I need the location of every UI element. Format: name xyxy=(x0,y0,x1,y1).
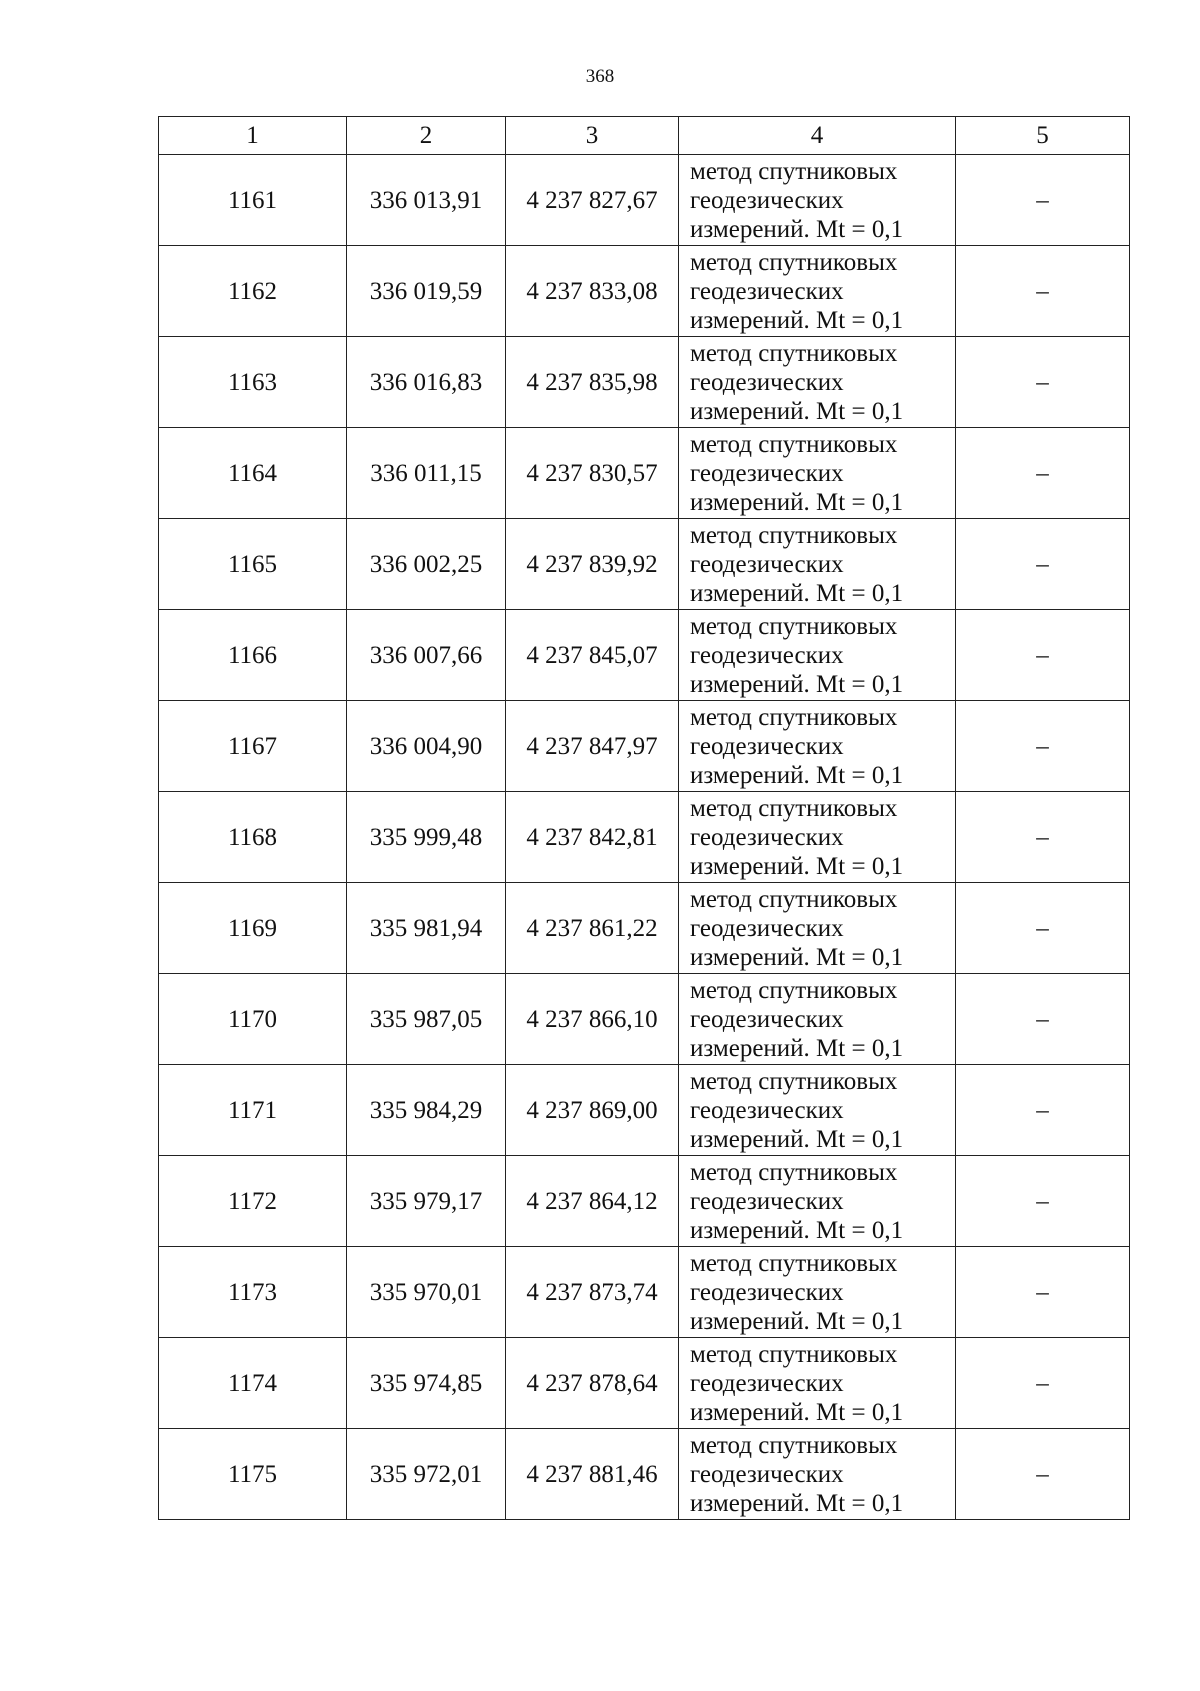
table-row xyxy=(159,974,1130,1065)
y-coordinate-cell: 4 237 827,67 xyxy=(506,155,679,246)
method-cell xyxy=(679,883,956,974)
column-header-1: 1 xyxy=(159,117,347,155)
method-line: измерений. Mt = 0,1 xyxy=(690,1034,904,1062)
x-coordinate-cell: 336 011,15 xyxy=(347,428,506,519)
point-number-cell: 1173 xyxy=(159,1247,347,1338)
y-coordinate-cell: 4 237 830,57 xyxy=(506,428,679,519)
point-number-cell: 1162 xyxy=(159,246,347,337)
point-number-cell: 1172 xyxy=(159,1156,347,1247)
y-coordinate-cell: 4 237 878,64 xyxy=(506,1338,679,1429)
x-coordinate-cell: 335 981,94 xyxy=(347,883,506,974)
page-number: 368 xyxy=(585,66,615,87)
method-cell xyxy=(679,1065,956,1156)
table-row xyxy=(159,883,1130,974)
note-cell: – xyxy=(956,246,1130,337)
method-cell xyxy=(679,1338,956,1429)
x-coordinate-cell: 335 984,29 xyxy=(347,1065,506,1156)
y-coordinate-cell: 4 237 864,12 xyxy=(506,1156,679,1247)
method-cell xyxy=(679,155,956,246)
x-coordinate-cell: 335 974,85 xyxy=(347,1338,506,1429)
method-line: измерений. Mt = 0,1 xyxy=(690,943,904,971)
method-line: геодезических xyxy=(690,1187,844,1215)
point-number-cell: 1175 xyxy=(159,1429,347,1520)
table-body xyxy=(159,155,1130,1520)
method-line: измерений. Mt = 0,1 xyxy=(690,488,904,516)
method-line: метод спутниковых xyxy=(690,1249,898,1277)
method-line: метод спутниковых xyxy=(690,339,898,367)
method-cell xyxy=(679,1156,956,1247)
y-coordinate-cell: 4 237 881,46 xyxy=(506,1429,679,1520)
note-cell: – xyxy=(956,883,1130,974)
y-coordinate-cell: 4 237 847,97 xyxy=(506,701,679,792)
method-line: геодезических xyxy=(690,641,844,669)
table-row xyxy=(159,155,1130,246)
method-line: измерений. Mt = 0,1 xyxy=(690,397,904,425)
point-number-cell: 1169 xyxy=(159,883,347,974)
y-coordinate-cell: 4 237 869,00 xyxy=(506,1065,679,1156)
table-row xyxy=(159,792,1130,883)
x-coordinate-cell: 336 013,91 xyxy=(347,155,506,246)
point-number-cell: 1167 xyxy=(159,701,347,792)
table-row xyxy=(159,1065,1130,1156)
point-number-cell: 1174 xyxy=(159,1338,347,1429)
note-cell: – xyxy=(956,701,1130,792)
method-line: метод спутниковых xyxy=(690,976,898,1004)
method-line: измерений. Mt = 0,1 xyxy=(690,1125,904,1153)
table-row xyxy=(159,337,1130,428)
note-cell: – xyxy=(956,519,1130,610)
x-coordinate-cell: 335 979,17 xyxy=(347,1156,506,1247)
x-coordinate-cell: 335 972,01 xyxy=(347,1429,506,1520)
method-cell xyxy=(679,246,956,337)
method-line: метод спутниковых xyxy=(690,1340,898,1368)
method-line: метод спутниковых xyxy=(690,794,898,822)
method-cell xyxy=(679,701,956,792)
y-coordinate-cell: 4 237 839,92 xyxy=(506,519,679,610)
method-line: метод спутниковых xyxy=(690,1431,898,1459)
point-number-cell: 1161 xyxy=(159,155,347,246)
point-number-cell: 1164 xyxy=(159,428,347,519)
table-row xyxy=(159,1338,1130,1429)
point-number-cell: 1171 xyxy=(159,1065,347,1156)
method-line: измерений. Mt = 0,1 xyxy=(690,1307,904,1335)
method-line: геодезических xyxy=(690,1278,844,1306)
method-line: метод спутниковых xyxy=(690,612,898,640)
x-coordinate-cell: 336 007,66 xyxy=(347,610,506,701)
note-cell: – xyxy=(956,1156,1130,1247)
method-line: метод спутниковых xyxy=(690,248,898,276)
method-line: измерений. Mt = 0,1 xyxy=(690,670,904,698)
table-row xyxy=(159,701,1130,792)
method-line: геодезических xyxy=(690,459,844,487)
x-coordinate-cell: 335 999,48 xyxy=(347,792,506,883)
point-number-cell: 1165 xyxy=(159,519,347,610)
note-cell: – xyxy=(956,155,1130,246)
table-header-row xyxy=(159,117,1130,155)
note-cell: – xyxy=(956,1065,1130,1156)
method-cell xyxy=(679,428,956,519)
method-line: метод спутниковых xyxy=(690,521,898,549)
y-coordinate-cell: 4 237 842,81 xyxy=(506,792,679,883)
method-line: метод спутниковых xyxy=(690,703,898,731)
method-line: геодезических xyxy=(690,1096,844,1124)
x-coordinate-cell: 335 987,05 xyxy=(347,974,506,1065)
method-line: метод спутниковых xyxy=(690,1158,898,1186)
method-line: измерений. Mt = 0,1 xyxy=(690,1216,904,1244)
y-coordinate-cell: 4 237 845,07 xyxy=(506,610,679,701)
point-number-cell: 1163 xyxy=(159,337,347,428)
table-row xyxy=(159,610,1130,701)
method-cell xyxy=(679,337,956,428)
table-row xyxy=(159,428,1130,519)
point-number-cell: 1168 xyxy=(159,792,347,883)
column-header-4: 4 xyxy=(679,117,956,155)
note-cell: – xyxy=(956,1247,1130,1338)
y-coordinate-cell: 4 237 861,22 xyxy=(506,883,679,974)
method-line: геодезических xyxy=(690,277,844,305)
method-line: измерений. Mt = 0,1 xyxy=(690,1398,904,1426)
method-line: геодезических xyxy=(690,1005,844,1033)
note-cell: – xyxy=(956,1429,1130,1520)
table-row xyxy=(159,246,1130,337)
x-coordinate-cell: 336 016,83 xyxy=(347,337,506,428)
y-coordinate-cell: 4 237 866,10 xyxy=(506,974,679,1065)
method-line: измерений. Mt = 0,1 xyxy=(690,852,904,880)
method-line: геодезических xyxy=(690,368,844,396)
column-header-2: 2 xyxy=(347,117,506,155)
x-coordinate-cell: 335 970,01 xyxy=(347,1247,506,1338)
method-line: метод спутниковых xyxy=(690,157,898,185)
note-cell: – xyxy=(956,974,1130,1065)
method-line: геодезических xyxy=(690,186,844,214)
method-line: измерений. Mt = 0,1 xyxy=(690,306,904,334)
method-line: измерений. Mt = 0,1 xyxy=(690,579,904,607)
method-cell xyxy=(679,974,956,1065)
point-number-cell: 1166 xyxy=(159,610,347,701)
table-row xyxy=(159,1247,1130,1338)
method-line: метод спутниковых xyxy=(690,885,898,913)
note-cell: – xyxy=(956,610,1130,701)
method-line: измерений. Mt = 0,1 xyxy=(690,1489,904,1517)
method-line: геодезических xyxy=(690,1369,844,1397)
method-line: геодезических xyxy=(690,732,844,760)
y-coordinate-cell: 4 237 835,98 xyxy=(506,337,679,428)
method-line: геодезических xyxy=(690,823,844,851)
note-cell: – xyxy=(956,792,1130,883)
method-line: измерений. Mt = 0,1 xyxy=(690,761,904,789)
table-row xyxy=(159,1156,1130,1247)
method-line: геодезических xyxy=(690,550,844,578)
method-cell xyxy=(679,610,956,701)
method-line: измерений. Mt = 0,1 xyxy=(690,215,904,243)
table-row xyxy=(159,1429,1130,1520)
column-header-3: 3 xyxy=(506,117,679,155)
method-cell xyxy=(679,1429,956,1520)
method-cell xyxy=(679,1247,956,1338)
coordinates-table xyxy=(158,116,1130,1520)
column-header-5: 5 xyxy=(956,117,1130,155)
method-cell xyxy=(679,792,956,883)
method-cell xyxy=(679,519,956,610)
x-coordinate-cell: 336 019,59 xyxy=(347,246,506,337)
note-cell: – xyxy=(956,428,1130,519)
x-coordinate-cell: 336 004,90 xyxy=(347,701,506,792)
method-line: геодезических xyxy=(690,1460,844,1488)
note-cell: – xyxy=(956,337,1130,428)
method-line: геодезических xyxy=(690,914,844,942)
note-cell: – xyxy=(956,1338,1130,1429)
method-line: метод спутниковых xyxy=(690,430,898,458)
method-line: метод спутниковых xyxy=(690,1067,898,1095)
y-coordinate-cell: 4 237 873,74 xyxy=(506,1247,679,1338)
point-number-cell: 1170 xyxy=(159,974,347,1065)
x-coordinate-cell: 336 002,25 xyxy=(347,519,506,610)
y-coordinate-cell: 4 237 833,08 xyxy=(506,246,679,337)
table-row xyxy=(159,519,1130,610)
